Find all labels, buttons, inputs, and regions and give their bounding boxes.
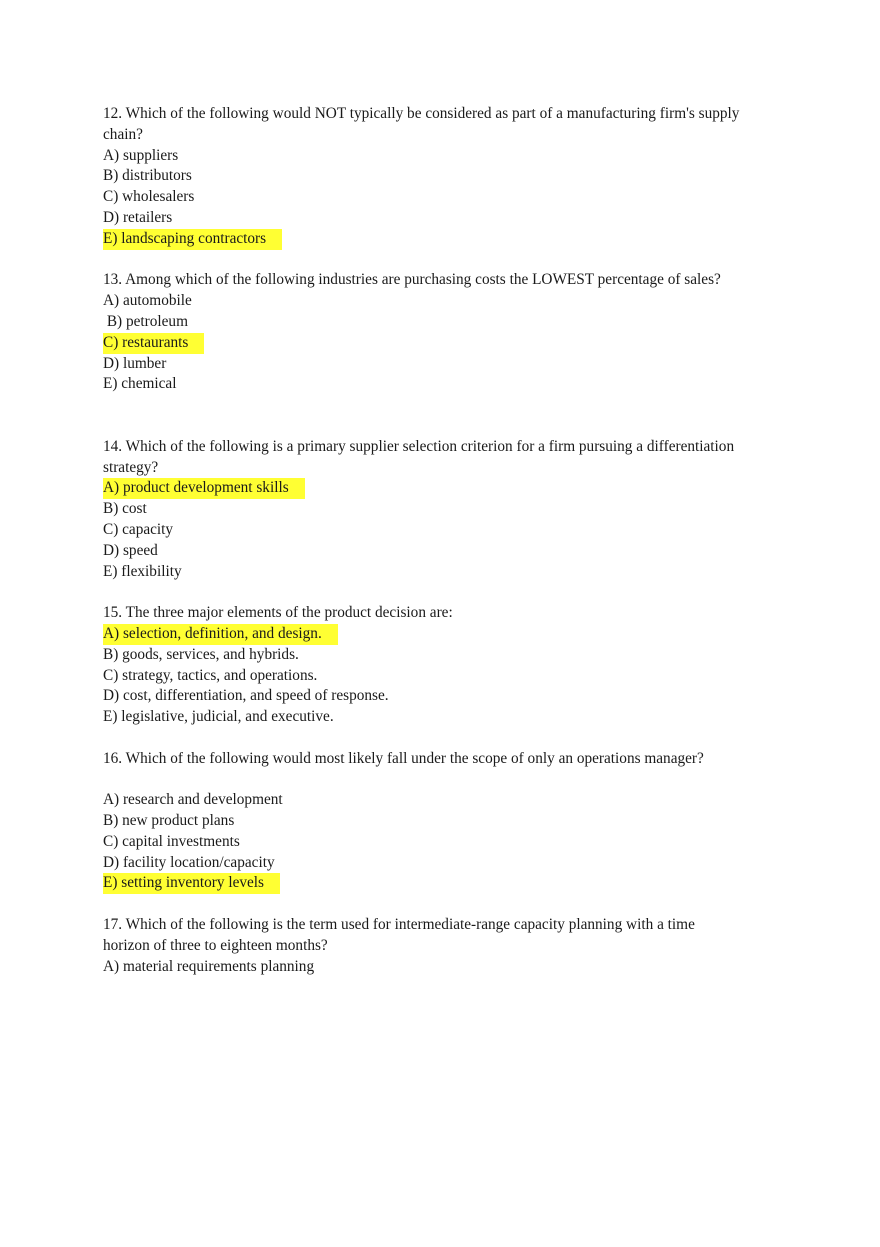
option-c: C) wholesalers [103, 188, 195, 206]
option-b: B) distributors [103, 167, 192, 185]
option-d: D) cost, differentiation, and speed of response. [103, 687, 389, 705]
option-c-highlighted-answer: C) restaurants [103, 333, 743, 354]
option-a: A) research and development [103, 791, 283, 809]
question-13 [103, 270, 743, 395]
question-12 [103, 104, 743, 250]
option-d: D) retailers [103, 208, 173, 226]
option-c: C) capacity [103, 520, 174, 538]
option-e: E) legislative, judicial, and executive. [103, 708, 334, 726]
option-d: D) facility location/capacity [103, 853, 275, 871]
option-e-highlighted-answer: E) landscaping contractors [103, 229, 743, 250]
question-stem: 12. Which of the following would NOT typically be considered as part of a manufacturing firm's supply chain? [103, 105, 740, 143]
option-a: A) automobile [103, 292, 192, 310]
question-stem: 15. The three major elements of the product decision are: [103, 604, 453, 622]
question-stem: 14. Which of the following is a primary supplier selection criterion for a firm pursuing a differentiation strategy? [103, 437, 735, 476]
question-stem: 17. Which of the following is the term used for intermediate-range capacity planning with a time horizon of three to eighteen months? [103, 916, 695, 954]
option-d: D) speed [103, 541, 158, 559]
option-a-highlighted-answer: A) product development skills [103, 478, 743, 499]
option-a: A) material requirements planning [103, 957, 315, 975]
option-b: B) cost [103, 500, 147, 518]
option-e-highlighted-answer: E) setting inventory levels [103, 873, 743, 894]
option-c: C) capital investments [103, 832, 240, 850]
option-a: A) suppliers [103, 146, 179, 164]
option-b: B) goods, services, and hybrids. [103, 645, 299, 663]
option-e: E) chemical [103, 375, 177, 393]
question-list [103, 104, 743, 998]
option-a-highlighted-answer: A) selection, definition, and design. [103, 624, 743, 645]
option-d: D) lumber [103, 354, 167, 372]
blank-line [103, 770, 743, 791]
question-17 [103, 915, 743, 977]
option-e: E) flexibility [103, 562, 182, 580]
option-c: C) strategy, tactics, and operations. [103, 666, 318, 684]
option-b: B) new product plans [103, 812, 235, 830]
question-14 [103, 437, 743, 583]
question-16 [103, 749, 743, 895]
question-15 [103, 603, 743, 728]
option-b: B) petroleum [103, 312, 188, 330]
question-stem: 13. Among which of the following industries are purchasing costs the LOWEST percentage of sales? [103, 271, 721, 289]
question-stem: 16. Which of the following would most likely fall under the scope of only an operations manager? [103, 749, 704, 767]
